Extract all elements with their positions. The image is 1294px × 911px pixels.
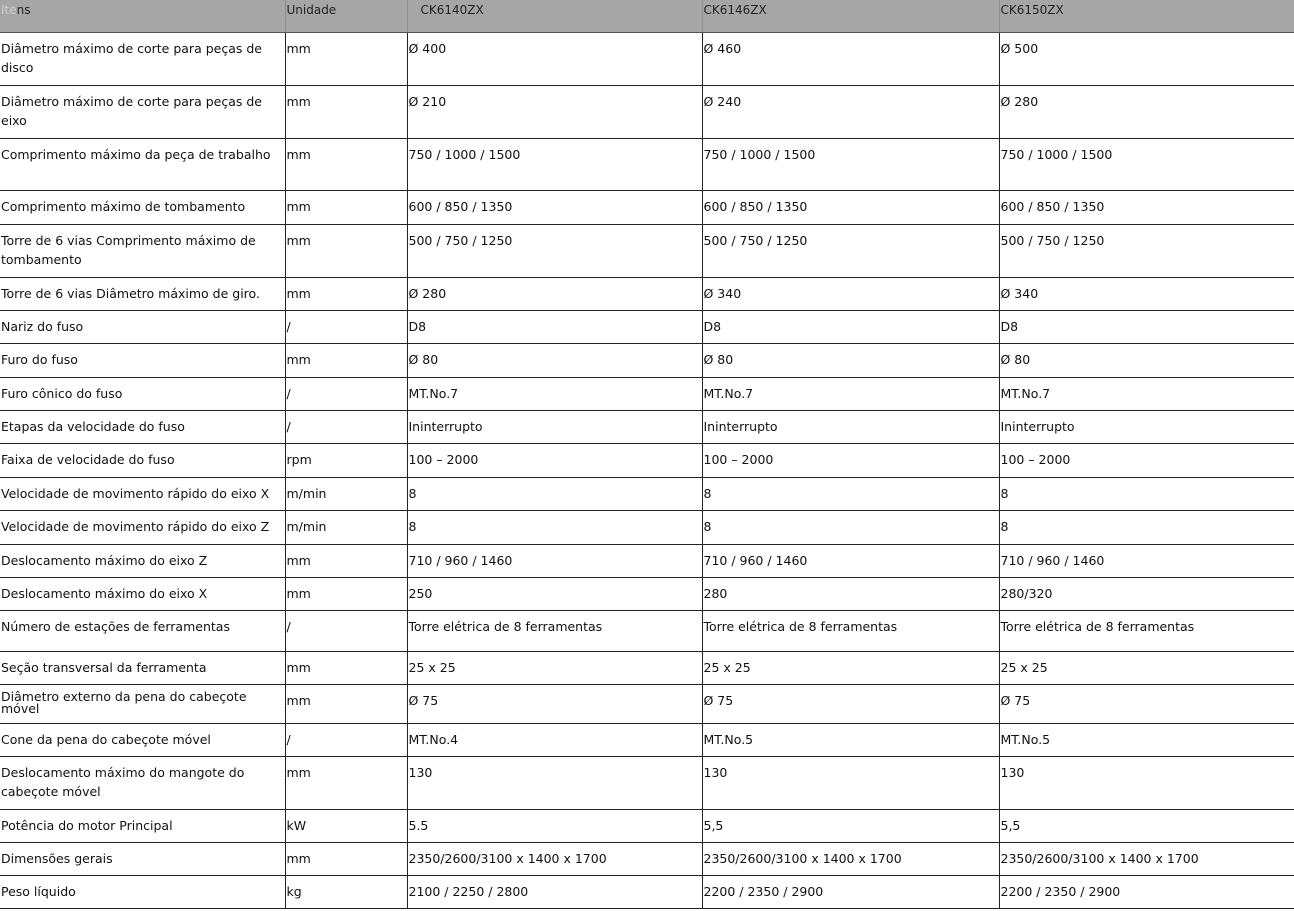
- row-value-model-3: 600 / 850 / 1350: [999, 191, 1294, 225]
- row-value-model-1: 500 / 750 / 1250: [407, 225, 702, 278]
- row-value-model-1: 2350/2600/3100 x 1400 x 1700: [407, 843, 702, 876]
- row-label: Velocidade de movimento rápido do eixo Z: [0, 511, 285, 545]
- row-value-model-1: D8: [407, 311, 702, 344]
- header-model-3: CK6150ZX: [999, 0, 1294, 33]
- table-row: [0, 810, 1294, 843]
- row-value-model-1: 2100 / 2250 / 2800: [407, 876, 702, 909]
- row-unit: kW: [285, 810, 407, 843]
- row-value-model-2: MT.No.5: [702, 724, 999, 757]
- row-value-model-2: Ø 340: [702, 278, 999, 311]
- row-value-model-2: 750 / 1000 / 1500: [702, 139, 999, 191]
- row-value-model-2: Ø 80: [702, 344, 999, 378]
- row-unit: rpm: [285, 444, 407, 478]
- table-row: [0, 757, 1294, 810]
- table-row: [0, 578, 1294, 611]
- row-unit: mm: [285, 225, 407, 278]
- row-label: Seção transversal da ferramenta: [0, 652, 285, 685]
- table-row: [0, 444, 1294, 478]
- row-value-model-3: 5,5: [999, 810, 1294, 843]
- row-label: Torre de 6 vias Comprimento máximo de tombamento: [0, 225, 285, 278]
- table-row: [0, 33, 1294, 86]
- row-value-model-3: Ø 340: [999, 278, 1294, 311]
- table-header-row: [0, 0, 1294, 33]
- row-value-model-3: 8: [999, 511, 1294, 545]
- row-unit: /: [285, 611, 407, 652]
- row-value-model-2: 280: [702, 578, 999, 611]
- row-unit: mm: [285, 344, 407, 378]
- row-value-model-3: 750 / 1000 / 1500: [999, 139, 1294, 191]
- row-unit: mm: [285, 843, 407, 876]
- row-value-model-2: 130: [702, 757, 999, 810]
- row-value-model-1: Torre elétrica de 8 ferramentas: [407, 611, 702, 652]
- table-row: [0, 724, 1294, 757]
- row-value-model-2: MT.No.7: [702, 378, 999, 411]
- table-row: [0, 225, 1294, 278]
- table-row: [0, 411, 1294, 444]
- row-value-model-1: MT.No.7: [407, 378, 702, 411]
- row-value-model-3: Torre elétrica de 8 ferramentas: [999, 611, 1294, 652]
- row-unit: mm: [285, 139, 407, 191]
- row-value-model-3: MT.No.7: [999, 378, 1294, 411]
- table-row: [0, 478, 1294, 511]
- row-label: Número de estações de ferramentas: [0, 611, 285, 652]
- row-value-model-3: D8: [999, 311, 1294, 344]
- row-value-model-3: Ø 80: [999, 344, 1294, 378]
- row-value-model-3: 2200 / 2350 / 2900: [999, 876, 1294, 909]
- row-value-model-1: 710 / 960 / 1460: [407, 545, 702, 578]
- row-unit: /: [285, 378, 407, 411]
- row-unit: mm: [285, 757, 407, 810]
- row-value-model-2: Ø 240: [702, 86, 999, 139]
- table-row: [0, 843, 1294, 876]
- row-label: Deslocamento máximo do eixo X: [0, 578, 285, 611]
- row-value-model-1: Ø 400: [407, 33, 702, 86]
- row-value-model-2: 710 / 960 / 1460: [702, 545, 999, 578]
- row-value-model-1: 750 / 1000 / 1500: [407, 139, 702, 191]
- row-label: Torre de 6 vias Diâmetro máximo de giro.: [0, 278, 285, 311]
- row-label: Furo do fuso: [0, 344, 285, 378]
- row-unit: mm: [285, 191, 407, 225]
- row-value-model-1: 8: [407, 478, 702, 511]
- header-model-1: CK6140ZX: [407, 0, 702, 33]
- row-value-model-1: 130: [407, 757, 702, 810]
- row-label: Diâmetro máximo de corte para peças de disco: [0, 33, 285, 86]
- table-row: [0, 278, 1294, 311]
- row-label: Comprimento máximo de tombamento: [0, 191, 285, 225]
- row-unit: mm: [285, 685, 407, 724]
- table-row: [0, 685, 1294, 724]
- row-value-model-2: Ø 460: [702, 33, 999, 86]
- row-value-model-2: D8: [702, 311, 999, 344]
- table-row: [0, 876, 1294, 909]
- row-unit: /: [285, 724, 407, 757]
- row-value-model-2: 25 x 25: [702, 652, 999, 685]
- row-unit: mm: [285, 545, 407, 578]
- row-label: Diâmetro máximo de corte para peças de eixo: [0, 86, 285, 139]
- row-value-model-2: 2350/2600/3100 x 1400 x 1700: [702, 843, 999, 876]
- row-value-model-1: 5.5: [407, 810, 702, 843]
- row-value-model-3: 2350/2600/3100 x 1400 x 1700: [999, 843, 1294, 876]
- table-row: [0, 511, 1294, 545]
- table-row: [0, 652, 1294, 685]
- row-label: Dimensões gerais: [0, 843, 285, 876]
- row-value-model-2: 5,5: [702, 810, 999, 843]
- row-value-model-1: Ø 80: [407, 344, 702, 378]
- row-value-model-3: 500 / 750 / 1250: [999, 225, 1294, 278]
- table-row: [0, 378, 1294, 411]
- row-value-model-2: Ininterrupto: [702, 411, 999, 444]
- row-value-model-2: 8: [702, 478, 999, 511]
- table-row: [0, 545, 1294, 578]
- row-label: Furo cônico do fuso: [0, 378, 285, 411]
- row-value-model-3: Ininterrupto: [999, 411, 1294, 444]
- header-items: Itens: [0, 0, 285, 33]
- row-unit: kg: [285, 876, 407, 909]
- row-value-model-3: 710 / 960 / 1460: [999, 545, 1294, 578]
- row-value-model-3: 130: [999, 757, 1294, 810]
- row-unit: /: [285, 411, 407, 444]
- row-value-model-1: 600 / 850 / 1350: [407, 191, 702, 225]
- row-value-model-1: 250: [407, 578, 702, 611]
- table-row: [0, 344, 1294, 378]
- row-value-model-1: MT.No.4: [407, 724, 702, 757]
- row-unit: mm: [285, 652, 407, 685]
- row-label: Velocidade de movimento rápido do eixo X: [0, 478, 285, 511]
- row-value-model-2: 2200 / 2350 / 2900: [702, 876, 999, 909]
- row-value-model-1: 25 x 25: [407, 652, 702, 685]
- row-value-model-1: Ø 75: [407, 685, 702, 724]
- row-unit: mm: [285, 278, 407, 311]
- row-label: Diâmetro externo da pena do cabeçote móvel: [0, 685, 285, 724]
- table-row: [0, 86, 1294, 139]
- table-row: [0, 191, 1294, 225]
- row-value-model-1: 8: [407, 511, 702, 545]
- row-value-model-1: Ininterrupto: [407, 411, 702, 444]
- row-value-model-3: 100 – 2000: [999, 444, 1294, 478]
- row-label: Deslocamento máximo do eixo Z: [0, 545, 285, 578]
- row-unit: m/min: [285, 478, 407, 511]
- row-value-model-2: 8: [702, 511, 999, 545]
- row-label: Nariz do fuso: [0, 311, 285, 344]
- row-label: Comprimento máximo da peça de trabalho: [0, 139, 285, 191]
- row-value-model-3: 280/320: [999, 578, 1294, 611]
- row-label: Etapas da velocidade do fuso: [0, 411, 285, 444]
- row-value-model-1: Ø 280: [407, 278, 702, 311]
- row-value-model-3: Ø 75: [999, 685, 1294, 724]
- row-unit: m/min: [285, 511, 407, 545]
- row-value-model-2: Ø 75: [702, 685, 999, 724]
- row-unit: /: [285, 311, 407, 344]
- row-unit: mm: [285, 578, 407, 611]
- row-label: Cone da pena do cabeçote móvel: [0, 724, 285, 757]
- header-unit: Unidade: [285, 0, 407, 33]
- row-value-model-3: 8: [999, 478, 1294, 511]
- row-value-model-2: 600 / 850 / 1350: [702, 191, 999, 225]
- row-label: Deslocamento máximo do mangote do cabeçote móvel: [0, 757, 285, 810]
- row-label: Faixa de velocidade do fuso: [0, 444, 285, 478]
- table-row: [0, 311, 1294, 344]
- header-model-2: CK6146ZX: [702, 0, 999, 33]
- row-value-model-3: 25 x 25: [999, 652, 1294, 685]
- row-value-model-1: 100 – 2000: [407, 444, 702, 478]
- row-unit: mm: [285, 33, 407, 86]
- row-value-model-2: 100 – 2000: [702, 444, 999, 478]
- row-unit: mm: [285, 86, 407, 139]
- row-value-model-2: Torre elétrica de 8 ferramentas: [702, 611, 999, 652]
- row-value-model-3: Ø 500: [999, 33, 1294, 86]
- row-value-model-1: Ø 210: [407, 86, 702, 139]
- row-label: Peso líquido: [0, 876, 285, 909]
- row-value-model-3: Ø 280: [999, 86, 1294, 139]
- row-value-model-2: 500 / 750 / 1250: [702, 225, 999, 278]
- row-value-model-3: MT.No.5: [999, 724, 1294, 757]
- table-row: [0, 139, 1294, 191]
- row-label: Potência do motor Principal: [0, 810, 285, 843]
- table-row: [0, 611, 1294, 652]
